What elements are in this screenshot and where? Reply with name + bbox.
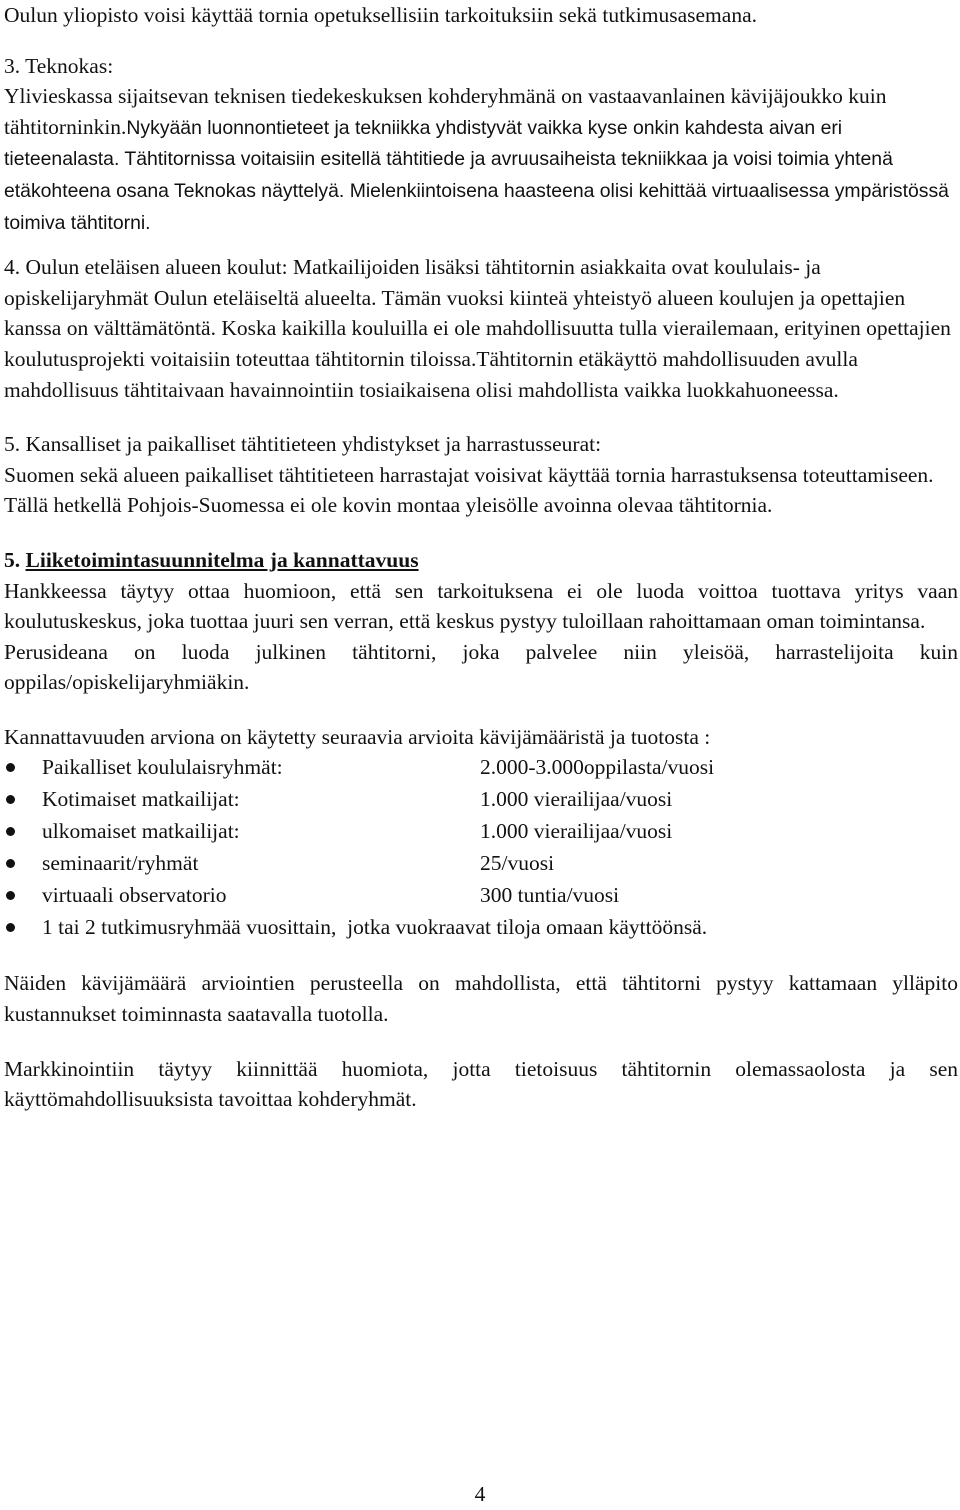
text-part-a: 4. Oulun eteläisen alueen koulut: Matkailijoiden lisäksi tähtitornin asiakkaita ovat koululais- ja opiskelijaryhmät Oulun eteläiseltä alueelta. Tämän vuoksi kiinteä yhteistyö alueen koulujen ja opettajien kanssa on välttämätöntä. Koska kaikilla kouluilla ei ole mahdollisuutta tulla vierailemaan, erityinen opettajien koulutusprojekti voitaisiin toteuttaa tähtitornin tiloissa. [4, 255, 951, 371]
paragraph: Perusideana on luoda julkinen tähtitorni, joka palvelee niin yleisöä, harrastelijoita kuin oppilas/opiskelijaryhmiäkin. [4, 639, 958, 695]
section-title: Liiketoimintasuunnitelma ja kannattavuus [25, 547, 419, 572]
section-text [4, 252, 958, 405]
text-part-b: Tähtitornin etäkäyttö mahdollisuuden avulla mahdollisuus tähtitaivaan havainnointiin tosiaikaisena olisi mahdollista vaikka luokkahuoneessa. [4, 346, 858, 402]
list-item [4, 816, 958, 848]
bullet-icon [6, 795, 15, 804]
bullet-icon [6, 859, 15, 868]
section-associations [4, 429, 958, 521]
section-business-plan [4, 545, 958, 1115]
list-intro: Kannattavuuden arviona on käytetty seuraavia arvioita kävijämääristä ja tuotosta : [4, 724, 711, 749]
bullet-icon [6, 923, 15, 932]
item-text: 1 tai 2 tutkimusryhmää vuosittain, jotka vuokraavat tiloja omaan käyttöönsä. [42, 915, 708, 940]
section-text: Suomen sekä alueen paikalliset tähtitieteen harrastajat voisivat käyttää tornia harrastuksensa toteuttamiseen. Tällä hetkellä Pohjois-Suomessa ei ole kovin montaa yleisölle avoinna olevaa tähtitornia. [4, 462, 934, 518]
item-value: 25/vuosi [480, 851, 555, 876]
estimate-list [4, 752, 958, 944]
text-part-b: Nykyään luonnontieteet ja tekniikka yhdistyvät vaikka kyse onkin kahdesta aivan eri tieteenalasta. Tähtitornissa voitaisiin esitellä tähtitiede ja avruusaiheista tekniikkaa ja voisi toimia yhtenä etäkohteena osana Teknokas näyttelyä. Mielenkiintoisena haasteena olisi kehittää virtuaalisessa ympäristössä toimiva tähtitorni. [4, 116, 949, 234]
paragraph: Näiden kävijämäärä arviointien perusteella on mahdollista, että tähtitorni pystyy kattamaan ylläpito kustannukset toiminnasta saatavalla tuotolla. [4, 971, 958, 1027]
item-value: 1.000 vierailijaa/vuosi [480, 787, 673, 812]
list-item [4, 784, 958, 816]
text-part-a: Ylivieskassa sijaitsevan teknisen tiedekeskuksen kohderyhmänä on vastaavanlainen kävijäjoukko kuin tähtitorninkin. [4, 84, 887, 139]
item-label: virtuaali observatorio [42, 883, 227, 908]
item-label: seminaarit/ryhmät [42, 851, 199, 876]
section-number: 5. [4, 547, 21, 572]
item-label: Paikalliset koululaisryhmät: [42, 755, 283, 780]
section-heading: 3. Teknokas: [4, 53, 114, 78]
item-label: ulkomaiset matkailijat: [42, 819, 240, 844]
paragraph: Hankkeessa täytyy ottaa huomioon, että sen tarkoituksena ei ole luoda voittoa tuottava yritys vaan koulutuskeskus, joka tuottaa juuri sen verran, että keskus pystyy tuloillaan rahoittamaan oman toimintansa. [4, 578, 958, 634]
item-value: 2.000-3.000oppilasta/vuosi [480, 755, 715, 780]
section-heading: 5. Kansalliset ja paikalliset tähtitieteen yhdistykset ja harrastusseurat: [4, 432, 602, 457]
section-teknokas [4, 51, 958, 239]
bullet-icon [6, 827, 15, 836]
page-number: 4 [474, 1482, 486, 1506]
bullet-icon [6, 763, 15, 772]
document-page [4, 0, 958, 1115]
item-label: Kotimaiset matkailijat: [42, 787, 240, 812]
section-text [4, 81, 958, 238]
list-item [4, 752, 958, 784]
paragraph: Markkinointiin täytyy kiinnittää huomiota, jotta tietoisuus tähtitornin olemassaolosta ja sen käyttömahdollisuuksista tavoittaa kohderyhmät. [4, 1056, 958, 1112]
section-heading [4, 545, 958, 576]
paragraph-intro: Oulun yliopisto voisi käyttää tornia opetuksellisiin tarkoituksiin sekä tutkimusasemana. [4, 3, 757, 27]
list-item [4, 912, 958, 944]
bullet-icon [6, 891, 15, 900]
item-value: 300 tuntia/vuosi [480, 883, 620, 908]
list-item [4, 880, 958, 912]
section-schools [4, 252, 958, 405]
item-value: 1.000 vierailijaa/vuosi [480, 819, 673, 844]
list-item [4, 848, 958, 880]
